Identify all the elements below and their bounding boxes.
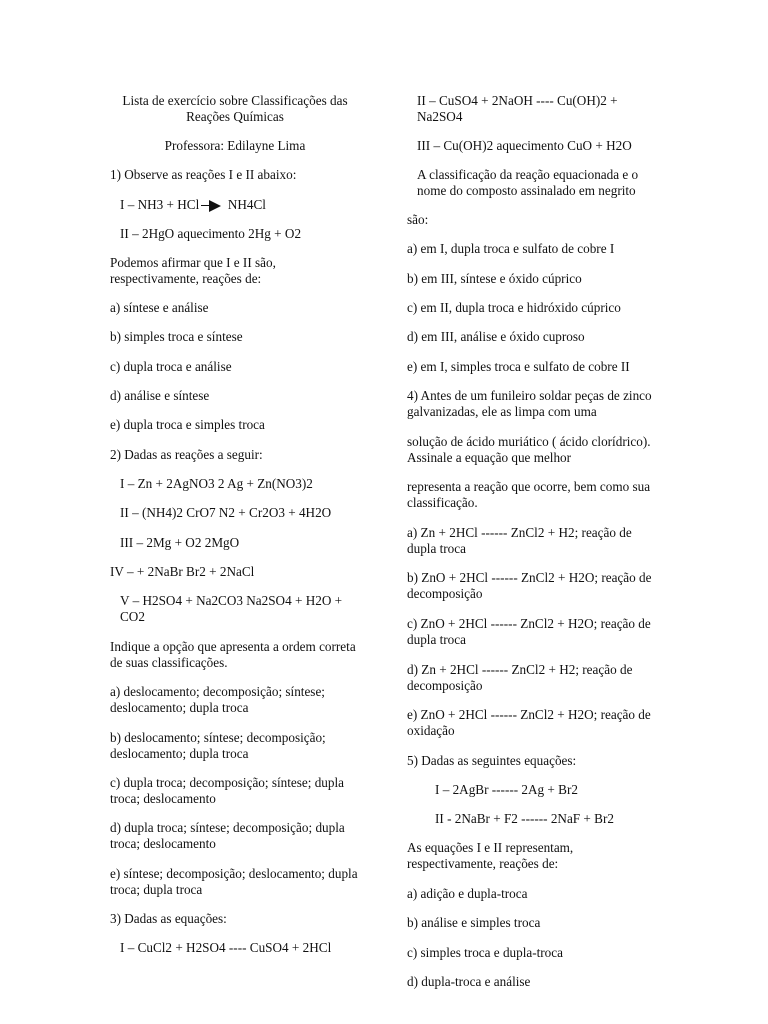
q2-reaction-1: I – Zn + 2AgNO3 2 Ag + Zn(NO3)2 — [120, 476, 313, 491]
q1-option-b: b) simples troca e síntese — [110, 329, 243, 344]
q3-option-c: c) em II, dupla troca e hidróxido cúprico — [407, 300, 621, 315]
q5-reaction-1: I – 2AgBr ------ 2Ag + Br2 — [435, 782, 578, 797]
doc-title-line2: Reações Químicas — [186, 109, 284, 124]
q3-option-e: e) em I, simples troca e sulfato de cobre II — [407, 359, 630, 374]
q5-option-c: c) simples troca e dupla-troca — [407, 945, 563, 960]
q3-intro: 3) Dadas as equações: — [110, 911, 227, 926]
q2-reaction-2: II – (NH4)2 CrO7 N2 + Cr2O3 + 4H2O — [120, 505, 332, 520]
q1-option-d: d) análise e síntese — [110, 388, 210, 403]
q5-option-d: d) dupla-troca e análise — [407, 974, 531, 989]
q5-option-b: b) análise e simples troca — [407, 915, 541, 930]
q4-stem-1: 4) Antes de um funileiro soldar peças de zinco galvanizadas, ele as limpa com uma — [407, 388, 652, 419]
q4-option-e: e) ZnO + 2HCl ------ ZnCl2 + H2O; reação de oxidação — [407, 707, 651, 738]
q1-reaction-1-left: I – NH3 + HCl — [120, 197, 200, 212]
q4-stem-2: solução de ácido muriático ( ácido clorídrico). Assinale a equação que melhor — [407, 434, 651, 465]
doc-author: Professora: Edilayne Lima — [164, 138, 306, 153]
q1-intro: 1) Observe as reações I e II abaixo: — [110, 167, 297, 182]
q4-option-c: c) ZnO + 2HCl ------ ZnCl2 + H2O; reação de dupla troca — [407, 616, 651, 647]
q2-option-c: c) dupla troca; decomposição; síntese; dupla troca; deslocamento — [110, 775, 345, 806]
q2-reaction-3: III – 2Mg + O2 2MgO — [120, 535, 240, 550]
q2-reaction-5: V – H2SO4 + Na2CO3 Na2SO4 + H2O + CO2 — [120, 593, 343, 624]
q3-reaction-1: I – CuCl2 + H2SO4 ---- CuSO4 + 2HCl — [120, 940, 332, 955]
q4-option-b: b) ZnO + 2HCl ------ ZnCl2 + H2O; reação de decomposição — [407, 570, 652, 601]
reaction-arrow-icon — [209, 200, 221, 212]
q3-stem-1: A classificação da reação equacionada e o nome do composto assinalado em negrito — [417, 167, 639, 198]
q1-option-a: a) síntese e análise — [110, 300, 209, 315]
q3-option-b: b) em III, síntese e óxido cúprico — [407, 271, 582, 286]
q5-stem: As equações I e II representam, respectivamente, reações de: — [407, 840, 574, 871]
q4-option-a: a) Zn + 2HCl ------ ZnCl2 + H2; reação de dupla troca — [407, 525, 632, 556]
q4-stem-3: representa a reação que ocorre, bem como sua classificação. — [407, 479, 651, 510]
q5-intro: 5) Dadas as seguintes equações: — [407, 753, 577, 768]
q1-stem: Podemos afirmar que I e II são, respectivamente, reações de: — [110, 255, 276, 286]
q3-option-a: a) em I, dupla troca e sulfato de cobre I — [407, 241, 615, 256]
q5-reaction-2: II - 2NaBr + F2 ------ 2NaF + Br2 — [435, 811, 614, 826]
q1-option-c: c) dupla troca e análise — [110, 359, 232, 374]
q3-reaction-3: III – Cu(OH)2 aquecimento CuO + H2O — [417, 138, 632, 153]
q1-reaction-2: II – 2HgO aquecimento 2Hg + O2 — [120, 226, 302, 241]
q2-option-a: a) deslocamento; decomposição; síntese; deslocamento; dupla troca — [110, 684, 325, 715]
q2-intro: 2) Dadas as reações a seguir: — [110, 447, 263, 462]
q1-reaction-1 — [110, 197, 360, 213]
q1-reaction-1-right: NH4Cl — [227, 197, 266, 212]
q3-stem-2: são: — [407, 212, 429, 227]
q2-option-d: d) dupla troca; síntese; decomposição; dupla troca; deslocamento — [110, 820, 345, 851]
q2-option-e: e) síntese; decomposição; deslocamento; dupla troca; dupla troca — [110, 866, 358, 897]
q4-option-d: d) Zn + 2HCl ------ ZnCl2 + H2; reação de decomposição — [407, 662, 633, 693]
q5-option-a: a) adição e dupla-troca — [407, 886, 528, 901]
q1-option-e: e) dupla troca e simples troca — [110, 417, 265, 432]
q2-option-b: b) deslocamento; síntese; decomposição; deslocamento; dupla troca — [110, 730, 326, 761]
q3-option-d: d) em III, análise e óxido cuproso — [407, 329, 585, 344]
doc-title-line1: Lista de exercício sobre Classificações das — [122, 93, 348, 108]
q2-stem: Indique a opção que apresenta a ordem correta de suas classificações. — [110, 639, 356, 670]
q3-reaction-2: II – CuSO4 + 2NaOH ---- Cu(OH)2 + Na2SO4 — [417, 93, 618, 124]
q2-reaction-4: IV – + 2NaBr Br2 + 2NaCl — [110, 564, 255, 579]
